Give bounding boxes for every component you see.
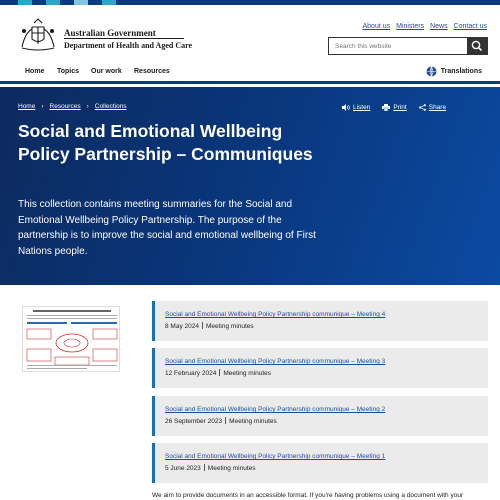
list-item [152, 348, 488, 388]
speaker-icon [342, 104, 350, 111]
chevron-right-icon: › [41, 103, 44, 110]
breadcrumb-resources[interactable]: Resources [49, 103, 81, 110]
item-meta [165, 417, 277, 425]
item-type: Meeting minutes [223, 370, 272, 377]
news-link[interactable]: News [430, 23, 448, 30]
page-actions [342, 104, 446, 111]
page-title: Social and Emotional Wellbeing Policy Partnership – Communiques [18, 121, 313, 164]
title-divider [64, 38, 184, 39]
list-item [152, 396, 488, 436]
item-date: 5 June 2023 [165, 465, 201, 472]
item-date: 12 February 2024 [165, 370, 217, 377]
print-button[interactable] [382, 104, 406, 111]
item-date: 8 May 2024 [165, 323, 199, 330]
breadcrumb-collections[interactable]: Collections [94, 103, 127, 110]
item-date: 26 September 2023 [165, 418, 223, 425]
meta-divider [219, 369, 220, 376]
printer-icon [382, 104, 390, 111]
site-search [328, 37, 488, 55]
thumbnail-image [23, 307, 121, 373]
communique-meeting-1-link[interactable]: Social and Emotional Wellbeing Policy Partnership communique – Meeting 1 [165, 453, 386, 460]
meta-divider [225, 417, 226, 424]
translations-label: Translations [440, 68, 482, 75]
item-meta [165, 464, 256, 472]
listen-label: Listen [353, 104, 371, 111]
collection-thumbnail [22, 306, 120, 372]
communique-meeting-2-link[interactable]: Social and Emotional Wellbeing Policy Partnership communique – Meeting 2 [165, 406, 386, 413]
chevron-right-icon: › [86, 103, 89, 110]
communique-meeting-4-link[interactable]: Social and Emotional Wellbeing Policy Partnership communique – Meeting 4 [165, 311, 386, 318]
share-button[interactable] [419, 104, 446, 111]
breadcrumb-home[interactable]: Home [18, 103, 36, 110]
list-item [152, 443, 488, 483]
search-button[interactable] [467, 38, 487, 54]
main-navigation [0, 60, 500, 84]
page-hero [0, 87, 500, 285]
list-item [152, 301, 488, 341]
site-header [0, 5, 500, 60]
search-icon [467, 38, 487, 54]
communique-meeting-3-link[interactable]: Social and Emotional Wellbeing Policy Partnership communique – Meeting 3 [165, 358, 386, 365]
breadcrumb [18, 103, 127, 110]
coat-of-arms-icon[interactable] [18, 17, 58, 51]
search-input[interactable] [329, 38, 468, 54]
ministers-link[interactable]: Ministers [396, 23, 425, 30]
meta-divider [204, 464, 205, 471]
item-type: Meeting minutes [205, 323, 254, 330]
listen-button[interactable] [342, 104, 370, 111]
item-type: Meeting minutes [207, 465, 256, 472]
department-title: Department of Health and Aged Care [64, 41, 193, 50]
share-label: Share [428, 104, 447, 111]
page-intro: This collection contains meeting summaries for the Social and Emotional Wellbeing Policy Partnership. The purpose of the partnership is to improve the social and emotional wellbeing of First Nations people. [18, 199, 316, 257]
government-title: Australian Government [64, 28, 156, 38]
about-us-link[interactable]: About us [362, 23, 391, 30]
globe-icon [426, 66, 437, 77]
nav-topics[interactable]: Topics [57, 68, 80, 75]
translations-button[interactable] [426, 66, 482, 77]
nav-our-work[interactable]: Our work [91, 68, 122, 75]
contact-us-link[interactable]: Contact us [453, 23, 487, 30]
utility-links [359, 23, 488, 30]
item-type: Meeting minutes [229, 418, 277, 425]
meta-divider [202, 322, 203, 329]
nav-home[interactable]: Home [25, 68, 45, 75]
accessibility-note: We aim to provide documents in an accessible format. If you're having problems using a document with your [152, 492, 464, 499]
item-meta [165, 322, 254, 330]
print-label: Print [393, 104, 407, 111]
nav-resources[interactable]: Resources [134, 68, 170, 75]
item-meta [165, 369, 271, 377]
share-icon [419, 104, 426, 111]
